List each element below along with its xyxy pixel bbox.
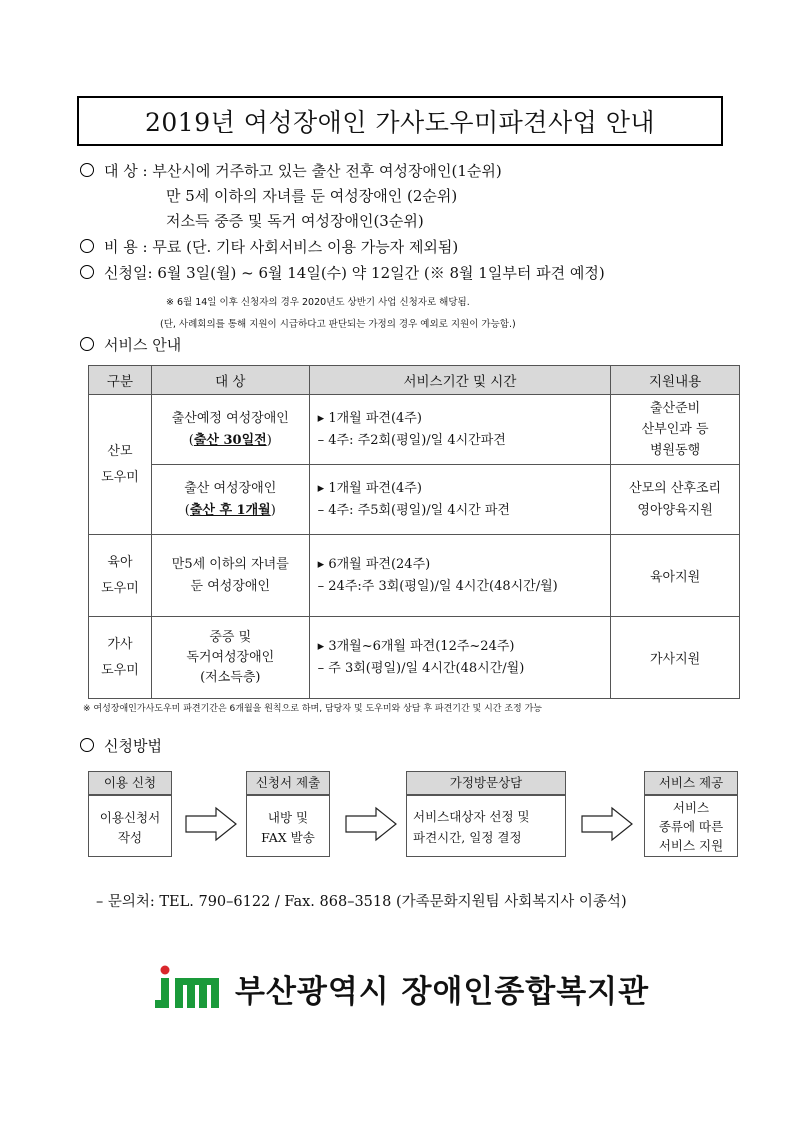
header-support: 지원내용 [611, 366, 740, 395]
period-note-2: (단, 사례회의를 통해 지원이 시급하다고 판단되는 가정의 경우 예외로 지원이 가능함.) [160, 319, 516, 330]
table-header-row [89, 366, 740, 395]
header-target: 대 상 [151, 366, 309, 395]
contact-info: – 문의처: TEL. 790–6122 / Fax. 868–3518 (가족문화지원팀 사회복지사 이종석) [96, 894, 627, 910]
page-title: 2019년 여성장애인 가사도우미파견사업 안내 [77, 96, 723, 146]
support-cell: 육아지원 [611, 535, 740, 617]
logo-mark-icon [155, 964, 223, 1010]
target-section [80, 160, 502, 181]
arrow-right-icon [184, 806, 238, 842]
period-text: 6월 3일(월) ~ 6월 14일(수) 약 12일간 (※ 8월 1일부터 파견 예정) [157, 264, 605, 282]
bullet-circle-icon [80, 163, 94, 177]
group-gasa: 가사 도우미 [89, 617, 152, 699]
period-cell: ▸ 1개월 파견(4주) – 4주: 주2회(평일)/일 4시간파견 [309, 395, 611, 465]
target-cell: 만5세 이하의 자녀를 둔 여성장애인 [151, 535, 309, 617]
bullet-circle-icon [80, 265, 94, 279]
header-category: 구분 [89, 366, 152, 395]
period-cell: ▸ 6개월 파견(24주) – 24주:주 3회(평일)/일 4시간(48시간/월) [309, 535, 611, 617]
table-row [89, 535, 740, 617]
step-3-body: 서비스대상자 선정 및 파견시간, 일정 결정 [406, 795, 566, 857]
bullet-circle-icon [80, 337, 94, 351]
bullet-circle-icon [80, 239, 94, 253]
target-line-3: 저소득 중증 및 독거 여성장애인(3순위) [166, 212, 424, 230]
group-yuga: 육아 도우미 [89, 535, 152, 617]
step-3-title: 가정방문상담 [406, 771, 566, 795]
organization-logo [155, 962, 655, 1012]
service-table [88, 365, 740, 699]
period-cell: ▸ 3개월~6개월 파견(12주~24주) – 주 3회(평일)/일 4시간(48시간/월) [309, 617, 611, 699]
arrow-right-icon [580, 806, 634, 842]
header-period: 서비스기간 및 시간 [309, 366, 611, 395]
cost-label: 비 용 : [104, 238, 148, 256]
bullet-circle-icon [80, 738, 94, 752]
period-label: 신청일: [104, 264, 153, 282]
step-2-title: 신청서 제출 [246, 771, 330, 795]
service-footnote: ※ 여성장애인가사도우미 파견기간은 6개월을 원칙으로 하며, 담당자 및 도우미와 상담 후 파견기간 및 시간 조정 가능 [83, 704, 542, 714]
service-heading: 서비스 안내 [80, 334, 181, 355]
step-2-body: 내방 및 FAX 발송 [246, 795, 330, 857]
group-sanmo: 산모 도우미 [89, 395, 152, 535]
period-section [80, 262, 605, 283]
organization-name: 부산광역시 장애인종합복지관 [235, 974, 650, 1010]
step-4-body: 서비스 종류에 따른 서비스 지원 [644, 795, 738, 857]
support-cell: 출산준비 산부인과 등 병원동행 [611, 395, 740, 465]
cost-text: 무료 (단. 기타 사회서비스 이용 가능자 제외됨) [152, 238, 459, 256]
table-row [89, 617, 740, 699]
period-cell: ▸ 1개월 파견(4주) – 4주: 주5회(평일)/일 4시간 파견 [309, 465, 611, 535]
target-line-2: 만 5세 이하의 자녀를 둔 여성장애인 (2순위) [166, 187, 458, 205]
step-4-title: 서비스 제공 [644, 771, 738, 795]
target-label: 대 상 : [104, 162, 148, 180]
support-cell: 가사지원 [611, 617, 740, 699]
table-row [89, 465, 740, 535]
cost-section [80, 236, 458, 257]
target-cell: 출산 여성장애인 (출산 후 1개월) [151, 465, 309, 535]
step-1-title: 이용 신청 [88, 771, 172, 795]
step-1-body: 이용신청서 작성 [88, 795, 172, 857]
target-cell: 출산예정 여성장애인 (출산 30일전) [151, 395, 309, 465]
apply-heading: 신청방법 [80, 735, 162, 756]
target-line-1: 부산시에 거주하고 있는 출산 전후 여성장애인(1순위) [152, 162, 502, 180]
support-cell: 산모의 산후조리 영아양육지원 [611, 465, 740, 535]
table-row [89, 395, 740, 465]
target-cell: 중증 및 독거여성장애인 (저소득층) [151, 617, 309, 699]
arrow-right-icon [344, 806, 398, 842]
period-note-1: ※ 6월 14일 이후 신청자의 경우 2020년도 상반기 사업 신청자로 해당됨. [166, 297, 470, 308]
